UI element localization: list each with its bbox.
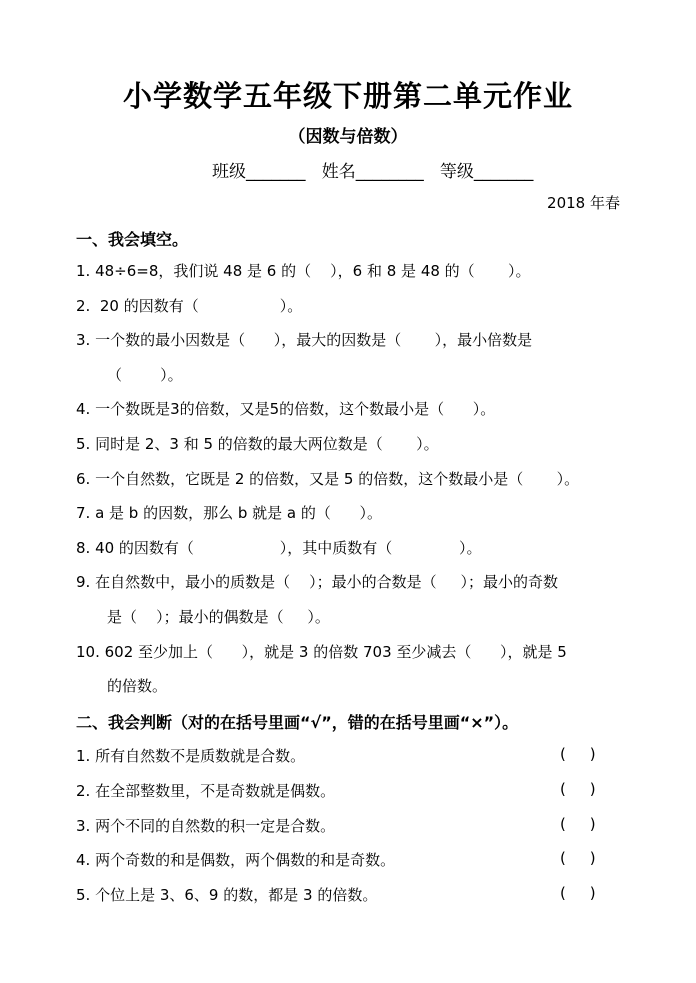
question-line: 是（ ）；最小的偶数是（ ）。 [107,608,330,626]
page-subtitle: （因数与倍数） [288,127,408,147]
question-line: （ ）。 [107,366,183,384]
judgment-item: 5. 个位上是 3、6、9 的数，都是 3 的倍数。 [76,886,378,904]
answer-paren: ( ) [560,884,596,902]
answer-paren: ( ) [560,780,596,798]
judgment-item: 3. 两个不同的自然数的积一定是合数。 [76,817,336,835]
question-line: 1. 48÷6=8，我们说 48 是 6 的（ ），6 和 8 是 48 的（ ）。 [76,262,531,280]
answer-paren: ( ) [560,815,596,833]
page-title: 小学数学五年级下册第二单元作业 [122,79,573,113]
question-line: 3. 一个数的最小因数是（ ），最大的因数是（ ），最小倍数是 [76,331,533,349]
question-line: 6. 一个自然数，它既是 2 的倍数，又是 5 的倍数，这个数最小是（ ）。 [76,470,580,488]
date-label: 2018 年春 [547,194,620,212]
judgment-item: 2. 在全部整数里，不是奇数就是偶数。 [76,782,336,800]
answer-paren: ( ) [560,745,596,763]
student-info-line: 班级_______ 姓名________ 等级_______ [212,162,534,182]
question-line: 9. 在自然数中，最小的质数是（ ）；最小的合数是（ ）；最小的奇数 [76,573,558,591]
section-heading-fill-in: 一、我会填空。 [76,230,189,249]
judgment-item: 1. 所有自然数不是质数就是合数。 [76,747,306,765]
answer-paren: ( ) [560,849,596,867]
question-line: 的倍数。 [107,677,168,695]
question-line: 5. 同时是 2、3 和 5 的倍数的最大两位数是（ ）。 [76,435,439,453]
question-line: 4. 一个数既是3的倍数，又是5的倍数，这个数最小是（ ）。 [76,400,496,418]
question-line: 8. 40 的因数有（ ），其中质数有（ ）。 [76,539,482,557]
judgment-item: 4. 两个奇数的和是偶数，两个偶数的和是奇数。 [76,851,396,869]
section-heading-true-false: 二、我会判断（对的在括号里画“√”，错的在括号里画“×”）。 [76,713,519,732]
question-line: 10. 602 至少加上（ ），就是 3 的倍数 703 至少减去（ ），就是 5 [76,643,567,661]
question-line: 2. 20 的因数有（ ）。 [76,297,303,315]
question-line: 7. a 是 b 的因数，那么 b 就是 a 的（ ）。 [76,504,382,522]
